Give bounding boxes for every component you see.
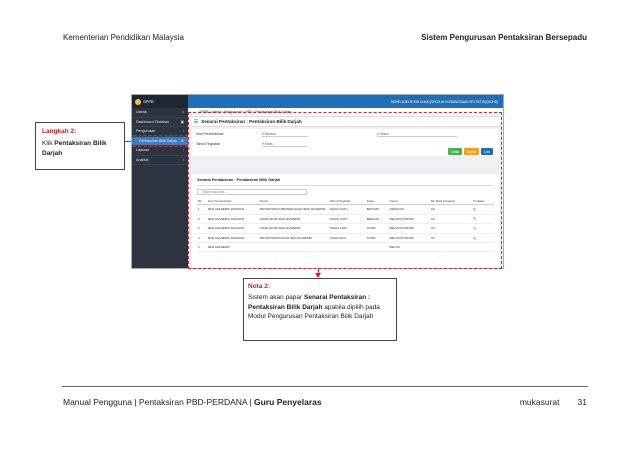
sidebar-item-pbd[interactable] [132,137,188,147]
cell-bilmp [430,243,472,252]
kelas-value: Kelas [264,142,273,146]
app-screenshot [131,94,504,269]
cell-kelas: SUKIR [366,233,389,243]
top-bar [188,95,503,108]
filter-kelas[interactable] [262,142,308,147]
cell-tindakan [472,205,494,215]
page-title-text: Senarai Pentaksiran : Pentaksiran Bilik Darjah [201,119,302,124]
cell-status: BELUM DITAKSIR [389,233,430,243]
cell-bilmp: 0/1 [430,214,472,224]
cell-sesi: SESI AKADEMIK 2022/2023 [207,233,259,243]
table-row[interactable] [197,214,494,224]
filter-sesi-label: Sesi Persekolahan [196,132,224,136]
cell-aktiviti: LIDAR AKHIR SESI AKADEMIK [259,214,329,224]
cell-tindakan [472,243,494,252]
app-logo-text: SPPB [143,99,154,104]
status-value: Status [379,132,389,136]
cell-bil: 1. [197,205,207,215]
step-text [42,139,118,158]
cell-bilmp: 0/1 [430,205,472,215]
cell-aktiviti: LIDAR AKHIR SESI AKADEMIK [259,224,329,234]
footer-rule [62,386,588,387]
header-right: Sistem Pengurusan Pentaksiran Bersepadu [421,33,587,42]
step-text-bold: Pentaksiran Bilik Darjah [42,140,107,157]
note-callout [243,278,397,341]
bahasa-select[interactable]: ▾ Bahasa [262,132,308,137]
cell-kelas: BESTARI [366,205,389,215]
cell-tahun: TAHUN SATU [329,214,366,224]
breadcrumb [188,108,503,117]
edit-icon[interactable]: ✎ [472,206,477,212]
footer-left [63,397,322,407]
table-header-row [197,197,494,205]
cell-sesi: SESI AKADEMIK [207,243,259,252]
cell-bil: 5. [197,243,207,252]
chevron-icon: › [182,148,184,153]
edit-icon[interactable]: ✎ [472,235,477,241]
filter-tahun-label: Tahun/Tingkatan [196,142,221,146]
col-bil: Bil. [197,197,207,205]
sidebar-label: Utama [136,110,147,115]
sidebar-item-analisis[interactable] [132,156,188,166]
import-button[interactable]: Import [464,148,479,155]
cell-sesi: SESI AKADEMIK 2022/2023 [207,205,259,215]
col-bilmp: Bil. Mata Pelajaran [430,197,472,205]
footer-bold: Guru Penyelaras [254,397,322,407]
edit-icon[interactable]: ✎ [472,216,477,222]
app-logo [132,95,188,108]
cell-kelas: BERLIAN [366,214,389,224]
cell-tindakan [472,233,494,243]
cell-tahun: TAHUN LIMA [329,224,366,234]
note-text-pre: Sistem akan papar [248,294,305,302]
cell-kelas: SUKIR [366,224,389,234]
col-tahun: Tahun/Tingkatan [329,197,366,205]
cell-tindakan [472,214,494,224]
sidebar-label: Analisis [136,157,149,162]
table-row[interactable] [197,233,494,243]
list-panel [192,174,499,268]
table-row[interactable] [197,224,494,234]
cell-tahun: TAHUN DUA [329,233,366,243]
chevron-icon: › [182,129,184,134]
dashboard-icon: ▣ [180,119,184,124]
sidebar-label: Pentaksiran Bilik Darjah [139,138,178,143]
footer-right [520,397,587,407]
filter-bahasa[interactable] [262,132,308,137]
cell-bilmp: 0/1 [430,233,472,243]
step-title: Langkah 2: [42,128,77,135]
cell-kelas [366,243,389,252]
filter-sesi [196,132,224,136]
note-text-post: apabila dipilih pada Modul Pengurusan Pentaksiran Bilik Darjah [248,303,380,321]
cell-bil: 2. [197,214,207,224]
cell-bil: 3. [197,224,207,234]
sidebar-label: Dashboard Tindakan [136,119,170,124]
edit-icon[interactable]: ✎ [472,225,477,231]
cetak-button[interactable]: Cetak [448,148,462,155]
cell-status: BELUM DITAKSIR [389,214,430,224]
sidebar [132,95,188,269]
sidebar-item-dashboard[interactable] [132,118,188,128]
sidebar-item-laporan[interactable] [132,146,188,156]
sidebar-label: Pengurusan [136,129,156,134]
main-content [188,108,503,268]
bahasa-value: Bahasa [264,132,276,136]
cell-tahun: TAHUN SATU [329,205,366,215]
footer-page-label: mukasurat [519,397,560,407]
cell-aktiviti [259,243,329,252]
note-text-bold: Senarai Pentaksiran : Pentaksiran Bilik Darjah [248,294,371,311]
filter-panel [192,129,499,156]
header-left: Kementerian Pendidikan Malaysia [63,33,184,42]
sidebar-item-pengurusan[interactable] [132,127,188,137]
cell-status: BELUM DITAKSIR [389,224,430,234]
page-title [188,117,503,127]
step-callout [35,122,125,170]
home-icon: ⌂ [194,110,197,114]
cell-aktiviti: PENTAKSIRAN AKHIR SESI AKADEMIK [259,233,329,243]
footer-prefix: Manual Pengguna | Pentaksiran PBD-PERDANA | [63,397,255,407]
col-tindakan: Tindakan [472,197,494,205]
table-row[interactable] [197,205,494,215]
list-title: Senarai Pentaksiran : Pentaksiran Bilik Darjah [197,176,494,186]
home-icon: ⌂ [181,110,184,115]
sidebar-item-utama[interactable] [132,108,188,118]
chevron-icon: › [182,157,184,162]
cell-status: BELUM [389,243,430,252]
note-text [248,293,392,321]
action-buttons [448,148,493,155]
list-icon: ☰ [194,118,199,124]
filter-tahun [196,142,220,146]
results-table [197,197,494,252]
gear-icon: ⚙ [180,138,184,143]
search-input[interactable]: Taipe maklumat... [197,189,307,195]
status-select[interactable]: ▾ Status [377,132,457,137]
col-sesi: Sesi Persekolahan [207,197,259,205]
col-status: Status [389,197,430,205]
cell-bil: 4. [197,233,207,243]
col-aktiviti: Aktiviti [259,197,329,205]
footer-page-number: 31 [577,397,587,407]
cell-status: SEMAKAN [389,205,430,215]
step-text-pre: Klik [42,140,55,148]
cari-button[interactable]: Cari [481,148,493,155]
filter-status[interactable] [377,132,457,137]
kelas-select[interactable]: ▾ Kelas [262,142,308,147]
col-kelas: Kelas [366,197,389,205]
cell-bilmp: 0/1 [430,224,472,234]
cell-tahun [329,243,366,252]
breadcrumb-text: SPPB › Utama › Pengurusan › PBD › Pentaksiran Bilik Darjah [199,110,292,114]
cell-sesi: SESI AKADEMIK 2022/2023 [207,214,259,224]
crest-icon [135,99,141,105]
cell-sesi: SESI AKADEMIK 2022/2023 [207,224,259,234]
sidebar-label: Laporan [136,148,150,153]
cell-tindakan [472,224,494,234]
table-row[interactable] [197,243,494,252]
note-title: Nota 2: [248,283,271,290]
user-info[interactable]: MOHD ADELIE BIN ALIAS [SEKOLAH KEBANGSAAN SRI SETIA] [MOHD] [391,99,498,104]
cell-aktiviti: PENTAKSIRAN PERTENGAHAN SESI AKADEMIK [259,205,329,215]
